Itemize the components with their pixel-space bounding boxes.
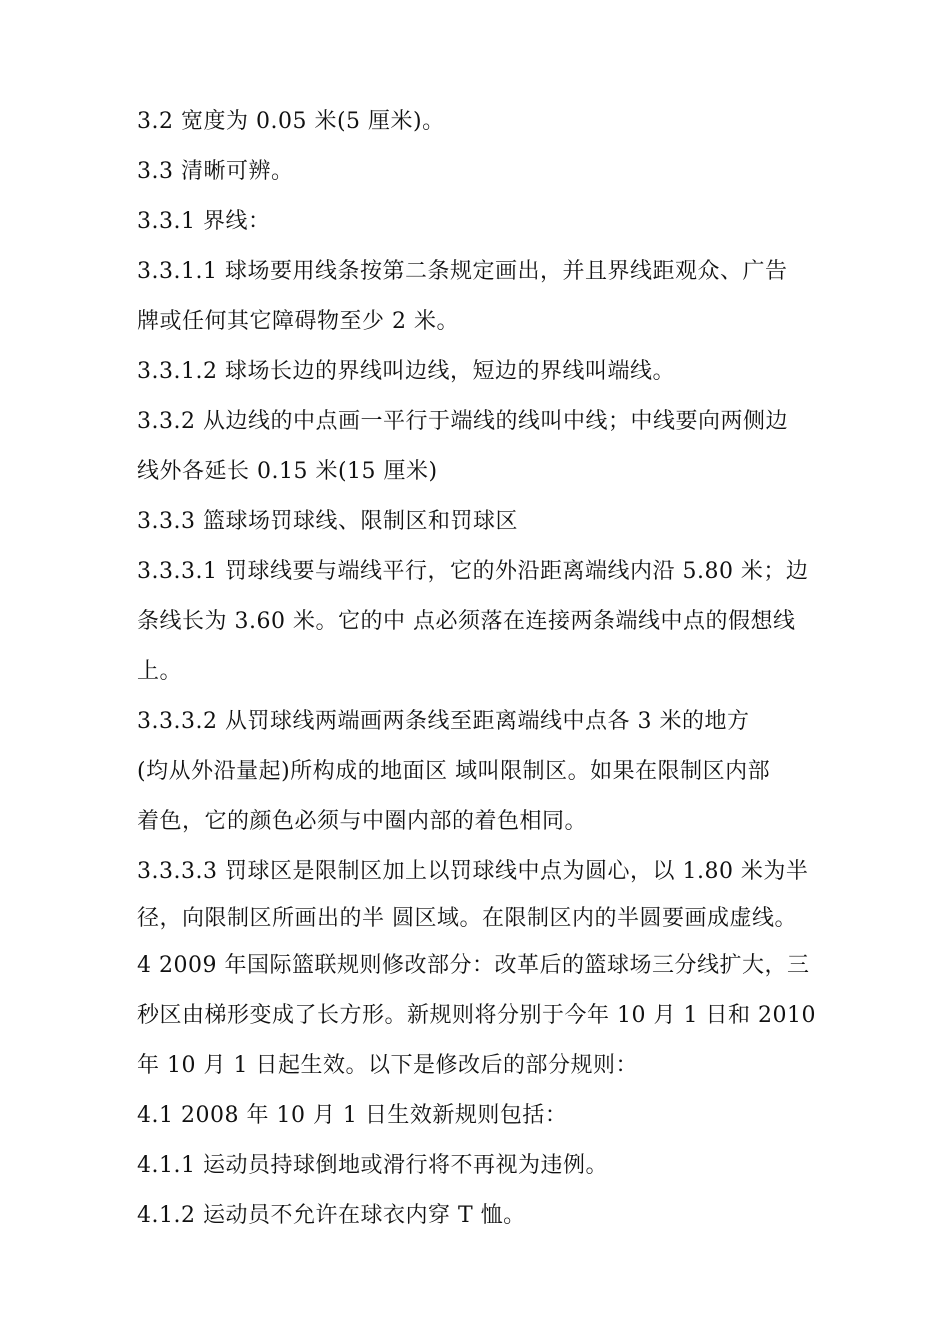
text-line: 3.3.1.2 球场长边的界线叫边线，短边的界线叫端线。: [137, 359, 675, 384]
text-line: 4.1.2 运动员不允许在球衣内穿 T 恤。: [137, 1203, 526, 1228]
text-line: 3.3.2 从边线的中点画一平行于端线的线叫中线；中线要向两侧边: [137, 409, 788, 434]
text-line: 牌或任何其它障碍物至少 2 米。: [137, 309, 459, 334]
text-line: 3.3 清晰可辨。: [137, 159, 294, 184]
text-line: 4.1.1 运动员持球倒地或滑行将不再视为违例。: [137, 1153, 608, 1178]
text-line: 4 2009 年国际篮联规则修改部分：改革后的篮球场三分线扩大，三: [137, 953, 810, 978]
text-line: 3.3.1 界线：: [137, 209, 271, 234]
text-line: 线外各延长 0.15 米(15 厘米): [137, 459, 438, 484]
text-line: 年 10 月 1 日起生效。以下是修改后的部分规则：: [137, 1053, 638, 1078]
text-line: 4.1 2008 年 10 月 1 日生效新规则包括：: [137, 1103, 568, 1128]
text-line: 3.3.3.2 从罚球线两端画两条线至距离端线中点各 3 米的地方: [137, 709, 750, 734]
text-line: 3.2 宽度为 0.05 米(5 厘米)。: [137, 109, 445, 134]
text-line: 3.3.3 篮球场罚球线、限制区和罚球区: [137, 509, 518, 534]
text-line: 3.3.1.1 球场要用线条按第二条规定画出，并且界线距观众、广告: [137, 259, 788, 284]
text-line: 径，向限制区所画出的半 圆区域。在限制区内的半圆要画成虚线。: [137, 906, 797, 931]
text-line: 3.3.3.1 罚球线要与端线平行，它的外沿距离端线内沿 5.80 米；边: [137, 559, 809, 584]
text-line: 条线长为 3.60 米。它的中 点必须落在连接两条端线中点的假想线: [137, 609, 796, 634]
text-line: 秒区由梯形变成了长方形。新规则将分别于今年 10 月 1 日和 2010: [137, 1003, 816, 1028]
text-line: 上。: [137, 659, 183, 684]
text-line: 3.3.3.3 罚球区是限制区加上以罚球线中点为圆心，以 1.80 米为半: [137, 859, 809, 884]
text-line: 着色，它的颜色必须与中圈内部的着色相同。: [137, 809, 588, 834]
text-line: (均从外沿量起)所构成的地面区 域叫限制区。如果在限制区内部: [137, 759, 771, 784]
